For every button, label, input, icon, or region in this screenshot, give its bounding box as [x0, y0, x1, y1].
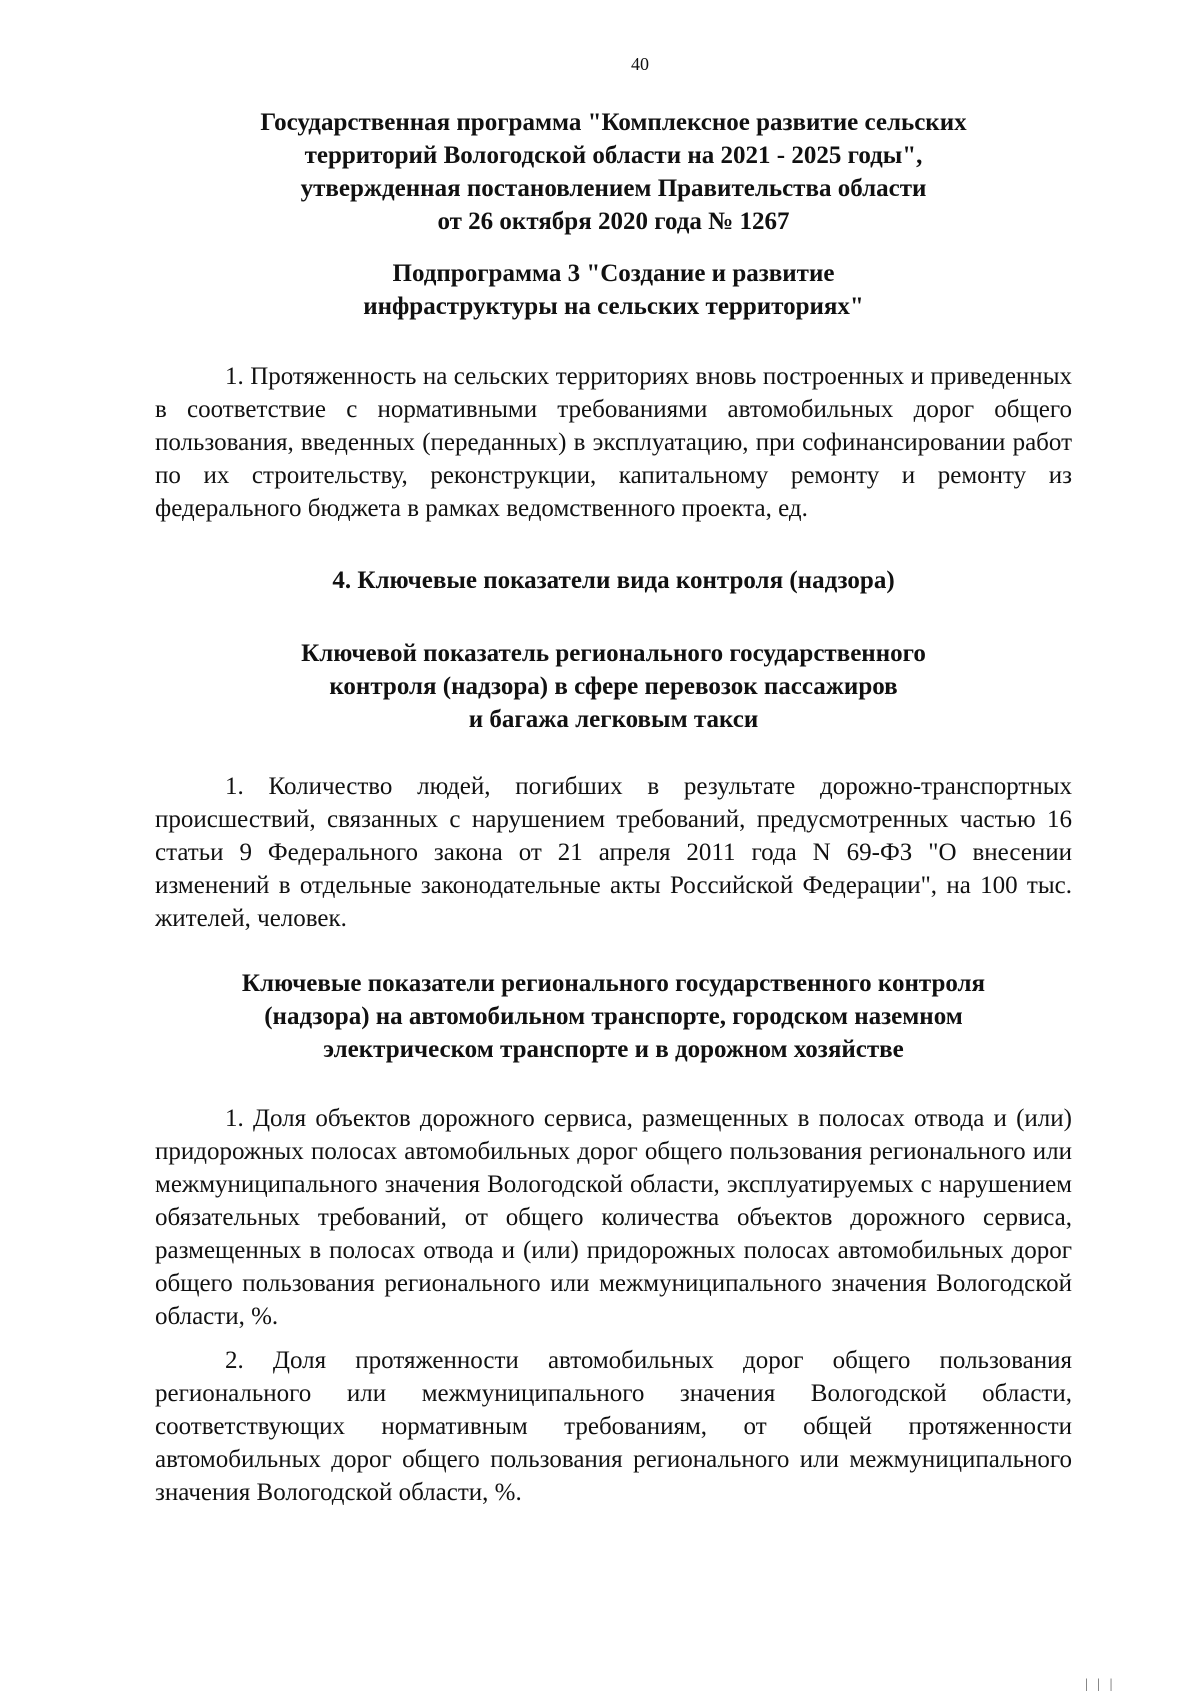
subprogram-title-line: инфраструктуры на сельских территориях" [363, 293, 864, 320]
program-title-line: Государственная программа "Комплексное развитие сельских [260, 109, 967, 136]
transport-item-2: 2. Доля протяженности автомобильных дорог общего пользования регионального или межмуниципального значения Вологодской области, соответствующих нормативным требованиям, от общей протяженности автомобильных дорог общего пользования регионального или межмуниципального значения Вологодской области, %. [155, 1347, 1072, 1506]
program-title-line: территорий Вологодской области на 2021 - 2025 годы", [304, 142, 923, 169]
transport-title-line: (надзора) на автомобильном транспорте, городском наземном [264, 1003, 963, 1030]
section-4-block [155, 564, 1072, 597]
transport-item-1: 1. Доля объектов дорожного сервиса, размещенных в полосах отвода и (или) придорожных полосах автомобильных дорог общего пользования регионального или межмуниципального значения Вологодской области, эксплуатируемых с нарушением обязательных требований, от общего количества объектов дорожного сервиса, размещенных в полосах отвода и (или) придорожных полосах автомобильных дорог общего пользования регионального или межмуниципального значения Вологодской области, %. [155, 1105, 1072, 1330]
program-title-line: утвержденная постановлением Правительства области [300, 175, 927, 202]
subprogram-title-block [155, 257, 1072, 323]
scan-marks: | | | [1085, 1677, 1116, 1692]
taxi-title-block [155, 637, 1072, 736]
subprogram-item-1: 1. Протяженность на сельских территориях вновь построенных и приведенных в соответствие с нормативными требованиями автомобильных дорог общего пользования, введенных (переданных) в эксплуатацию, при софинансировании работ по их строительству, реконструкции, капитальному ремонту и ремонту из федерального бюджета в рамках ведомственного проекта, ед. [155, 363, 1072, 522]
subprogram-item-block [155, 360, 1072, 525]
taxi-title-line: и багажа легковым такси [468, 706, 759, 733]
transport-title [155, 967, 1072, 1066]
transport-title-line: Ключевые показатели регионального государственного контроля [241, 970, 986, 997]
program-title-block [155, 106, 1072, 238]
taxi-item-1: 1. Количество людей, погибших в результате дорожно-транспортных происшествий, связанных с нарушением требований, предусмотренных частью 16 статьи 9 Федерального закона от 21 апреля 2011 года N 69-ФЗ "О внесении изменений в отдельные законодательные акты Российской Федерации", на 100 тыс. жителей, человек. [155, 773, 1072, 932]
page-number: 40 [631, 54, 649, 74]
transport-title-block [155, 967, 1072, 1066]
program-title [155, 106, 1072, 238]
taxi-title [155, 637, 1072, 736]
taxi-title-line: Ключевой показатель регионального государственного [301, 640, 926, 667]
transport-item-2-block [155, 1344, 1072, 1509]
program-title-line: от 26 октября 2020 года № 1267 [437, 208, 790, 235]
taxi-title-line: контроля (надзора) в сфере перевозок пассажиров [329, 673, 898, 700]
taxi-item-block [155, 770, 1072, 935]
transport-item-1-block [155, 1102, 1072, 1333]
section-4-title: 4. Ключевые показатели вида контроля (надзора) [332, 567, 895, 594]
subprogram-title-line: Подпрограмма 3 "Создание и развитие [392, 260, 835, 287]
transport-title-line: электрическом транспорте и в дорожном хозяйстве [323, 1036, 904, 1063]
subprogram-title [155, 257, 1072, 323]
